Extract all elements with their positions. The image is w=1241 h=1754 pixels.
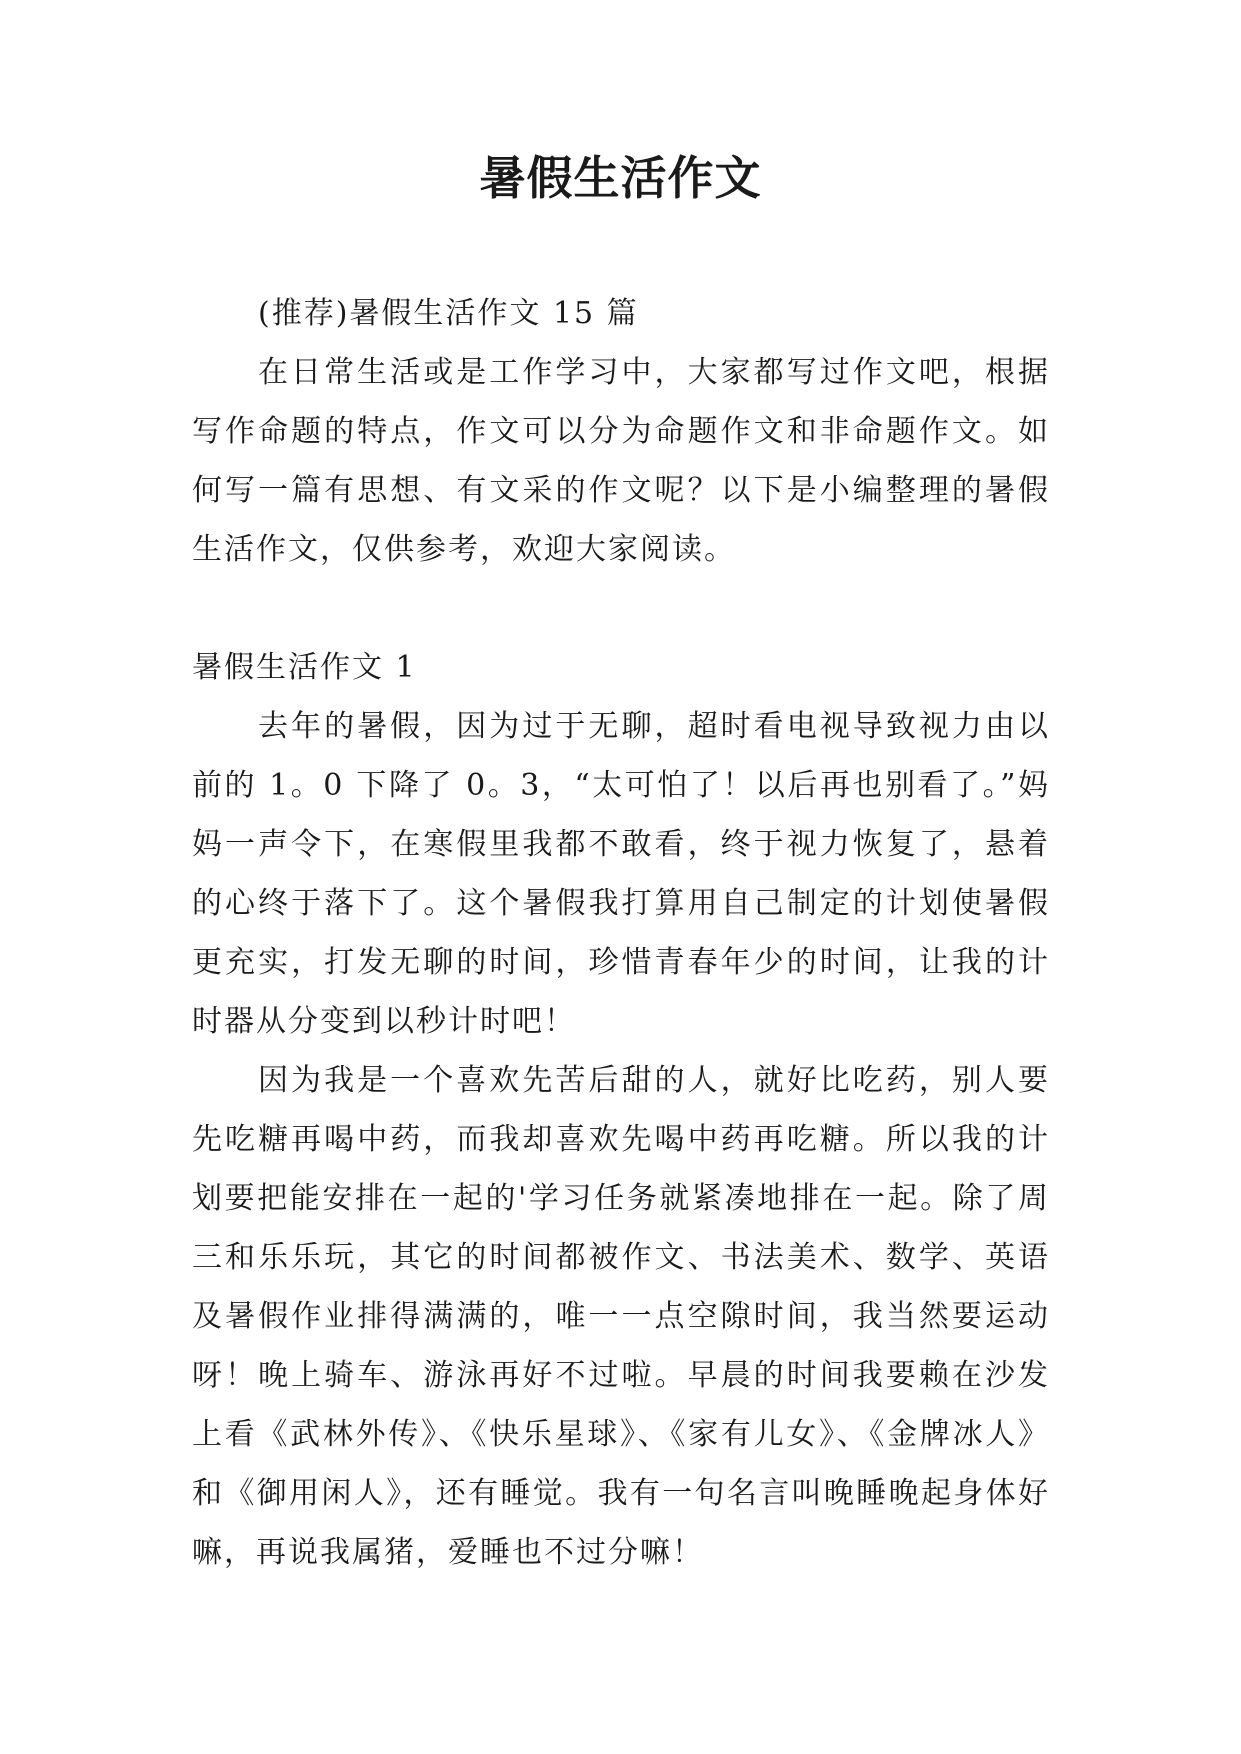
body-paragraph-2: 因为我是一个喜欢先苦后甜的人，就好比吃药，别人要先吃糖再喝中药，而我却喜欢先喝中药再吃糖。所以我的计划要把能安排在一起的'学习任务就紧凑地排在一起。除了周三和乐乐玩，其它的时间都被作文、书法美术、数学、英语及暑假作业排得满满的，唯一一点空隙时间，我当然要运动呀！晚上骑车、游泳再好不过啦。早晨的时间我要赖在沙发上看《武林外传》、《快乐星球》、《家有儿女》、《金牌冰人》和《御用闲人》，还有睡觉。我有一句名言叫晚睡晚起身体好嘛，再说我属猪，爱睡也不过分嘛！	[192, 1063, 1050, 1570]
intro-paragraph: 在日常生活或是工作学习中，大家都写过作文吧，根据写作命题的特点，作文可以分为命题作文和非命题作文。如何写一篇有思想、有文采的作文呢？以下是小编整理的暑假生活作文，仅供参考，欢迎大家阅读。	[192, 355, 1050, 567]
document-title: 暑假生活作文	[479, 151, 762, 205]
document-subtitle: (推荐)暑假生活作文 15 篇	[258, 296, 639, 331]
section-spacer	[192, 579, 1050, 638]
body-paragraph-1: 去年的暑假，因为过于无聊，超时看电视导致视力由以前的 1。0 下降了 0。3，“太可怕了！以后再也别看了。”妈妈一声令下，在寒假里我都不敢看，终于视力恢复了，悬着的心终于落下了。这个暑假我打算用自己制定的计划使暑假更充实，打发无聊的时间，珍惜青春年少的时间，让我的计时器从分变到以秒计时吧！	[192, 709, 1050, 1039]
document-body	[192, 284, 1050, 1582]
section-heading: 暑假生活作文 1	[192, 650, 417, 685]
